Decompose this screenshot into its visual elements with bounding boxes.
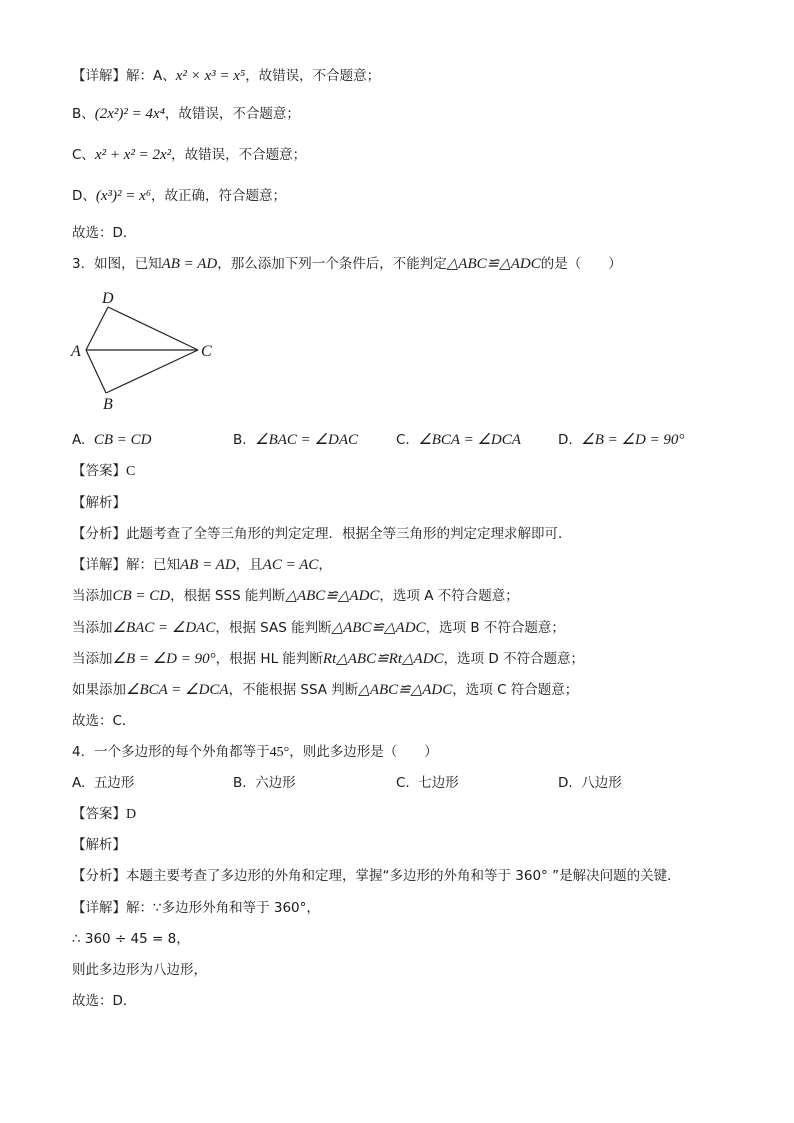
option-text: 七边形 bbox=[418, 775, 459, 791]
result-c: ，故错误，不合题意； bbox=[171, 147, 307, 163]
q3-option-a bbox=[72, 430, 152, 450]
option-prefix-b: B、 bbox=[72, 106, 95, 122]
case-math2: △ABC≌△ADC bbox=[285, 588, 380, 604]
q3-case-3 bbox=[72, 649, 584, 669]
option-text: ∠B = ∠D = 90° bbox=[581, 432, 685, 448]
detail-intro: 解：A、 bbox=[126, 68, 176, 84]
q3-case-4 bbox=[72, 680, 578, 700]
option-text: ∠BCA = ∠DCA bbox=[418, 432, 521, 448]
q4-calc: ∴ 360 ÷ 45 = 8， bbox=[72, 931, 190, 947]
case-pre: 如果添加 bbox=[72, 682, 126, 698]
q3-stem-math: AB = AD bbox=[161, 256, 218, 272]
case-math: ∠B = ∠D = 90° bbox=[112, 651, 216, 667]
case-math: CB = CD bbox=[112, 588, 171, 604]
option-letter: D. bbox=[558, 775, 573, 791]
q3-stem-suffix: 的是（ ） bbox=[540, 256, 622, 272]
case-math: ∠BAC = ∠DAC bbox=[112, 620, 216, 636]
q3-option-b bbox=[233, 430, 358, 450]
option-text: 六边形 bbox=[255, 775, 296, 791]
q3-analysis-tag: 【解析】 bbox=[72, 495, 126, 511]
case-mid: ，根据 HL 能判断 bbox=[215, 651, 323, 667]
q3-option-d bbox=[558, 430, 684, 450]
formula-b: (2x²)² = 4x⁴ bbox=[94, 106, 165, 122]
option-letter: C. bbox=[396, 775, 410, 791]
case-pre: 当添加 bbox=[72, 588, 113, 604]
answer-tag: 【答案】 bbox=[72, 806, 126, 822]
fenxi-tag: 【分析】 bbox=[72, 526, 126, 542]
answer-value: D bbox=[126, 807, 137, 822]
case-math2: △ABC≌△ADC bbox=[358, 682, 453, 698]
option-prefix-c: C、 bbox=[72, 147, 95, 163]
q4-analysis-tag: 【解析】 bbox=[72, 837, 126, 853]
q4-option-d bbox=[558, 773, 622, 793]
q4-answer bbox=[72, 804, 136, 825]
q3-stem-mid: ，那么添加下列一个条件后，不能判定 bbox=[217, 256, 447, 272]
q4-fenxi bbox=[72, 866, 681, 886]
q4-stem bbox=[72, 742, 438, 763]
detail-tag: 【详解】 bbox=[72, 68, 126, 84]
result-d: ，故正确，符合题意； bbox=[151, 188, 287, 204]
option-letter: B. bbox=[233, 432, 247, 448]
fenxi-tag: 【分析】 bbox=[72, 868, 126, 884]
vertex-label-d: D bbox=[102, 290, 114, 307]
q3-answer bbox=[72, 461, 135, 482]
answer-value: C bbox=[126, 464, 136, 479]
fenxi-text: 此题考查了全等三角形的判定定理．根据全等三角形的判定定理求解即可． bbox=[126, 526, 572, 542]
formula-a: x² × x³ = x⁵ bbox=[175, 68, 246, 84]
q3-option-c bbox=[396, 430, 521, 450]
vertex-label-a: A bbox=[71, 343, 81, 360]
detail-text: 解：∵多边形外角和等于 360°， bbox=[126, 900, 320, 916]
triangle-figure bbox=[66, 285, 226, 415]
q3-stem-prefix: 3．如图，已知 bbox=[72, 256, 162, 272]
detail-math2: AC = AC bbox=[262, 557, 319, 573]
q4-result: 则此多边形为八边形， bbox=[72, 962, 207, 978]
formula-d: (x³)² = x⁶ bbox=[95, 188, 152, 204]
detail-mid: ，且 bbox=[235, 557, 263, 573]
option-text: 五边形 bbox=[93, 775, 135, 791]
case-mid: ，根据 SAS 能判断 bbox=[215, 620, 332, 636]
q3-case-2 bbox=[72, 618, 565, 638]
vertex-label-c: C bbox=[201, 343, 212, 360]
detail-math1: AB = AD bbox=[180, 557, 236, 573]
option-letter: C. bbox=[396, 432, 410, 448]
option-text: CB = CD bbox=[93, 432, 152, 448]
case-end: ，选项 C 符合题意； bbox=[452, 682, 579, 698]
segment-ad bbox=[86, 307, 108, 350]
case-end: ，选项 A 不符合题意； bbox=[379, 588, 519, 604]
q4-stem-num: 45° bbox=[269, 745, 290, 760]
option-letter: A. bbox=[72, 432, 86, 448]
fenxi-text: 本题主要考查了多边形的外角和定理，掌握“多边形的外角和等于 360° ”是解决问题的关键． bbox=[126, 868, 681, 884]
vertex-label-b: B bbox=[103, 396, 113, 413]
segment-bc bbox=[106, 350, 198, 393]
q3-detail bbox=[72, 555, 332, 575]
detail-intro: 解：已知 bbox=[126, 557, 180, 573]
q4-detail bbox=[72, 898, 320, 918]
case-mid: ，不能根据 SSA 判断 bbox=[228, 682, 359, 698]
q4-stem-suffix: ，则此多边形是（ ） bbox=[289, 744, 438, 760]
option-letter: D. bbox=[558, 432, 573, 448]
answer-tag: 【答案】 bbox=[72, 463, 126, 479]
formula-c: x² + x² = 2x² bbox=[94, 147, 172, 163]
option-prefix-d: D、 bbox=[72, 188, 96, 204]
segment-ab bbox=[86, 350, 106, 393]
q2-detail-line-b bbox=[72, 104, 300, 124]
option-letter: A. bbox=[72, 775, 86, 791]
segment-dc bbox=[108, 307, 198, 350]
detail-tag: 【详解】 bbox=[72, 557, 126, 573]
result-b: ，故错误，不合题意； bbox=[164, 106, 300, 122]
q3-case-1 bbox=[72, 586, 519, 606]
case-mid: ，根据 SSS 能判断 bbox=[170, 588, 286, 604]
q3-stem bbox=[72, 254, 622, 274]
case-math2: Rt△ABC≌Rt△ADC bbox=[322, 651, 444, 667]
detail-end: ， bbox=[318, 557, 332, 573]
result-a: ，故错误，不合题意； bbox=[245, 68, 381, 84]
option-text: 八边形 bbox=[581, 775, 622, 791]
q3-conclusion: 故选：C． bbox=[72, 713, 136, 729]
case-math2: △ABC≌△ADC bbox=[331, 620, 426, 636]
q4-option-c bbox=[396, 773, 459, 793]
q2-detail-line-c bbox=[72, 145, 306, 165]
option-text: ∠BAC = ∠DAC bbox=[255, 432, 359, 448]
q4-option-a bbox=[72, 773, 134, 793]
case-pre: 当添加 bbox=[72, 651, 113, 667]
case-end: ，选项 B 不符合题意； bbox=[425, 620, 565, 636]
q3-fenxi bbox=[72, 524, 572, 544]
case-end: ，选项 D 不符合题意； bbox=[443, 651, 585, 667]
q4-stem-text: 4．一个多边形的每个外角都等于 bbox=[72, 744, 270, 760]
q2-detail-line-a bbox=[72, 66, 380, 86]
q4-option-b bbox=[233, 773, 296, 793]
q3-stem-math2: △ABC≌△ADC bbox=[446, 256, 541, 272]
q2-conclusion: 故选：D． bbox=[72, 225, 137, 241]
case-pre: 当添加 bbox=[72, 620, 113, 636]
option-letter: B. bbox=[233, 775, 247, 791]
q4-conclusion: 故选：D． bbox=[72, 993, 137, 1009]
detail-tag: 【详解】 bbox=[72, 900, 126, 916]
q2-detail-line-d bbox=[72, 186, 286, 206]
case-math: ∠BCA = ∠DCA bbox=[126, 682, 229, 698]
